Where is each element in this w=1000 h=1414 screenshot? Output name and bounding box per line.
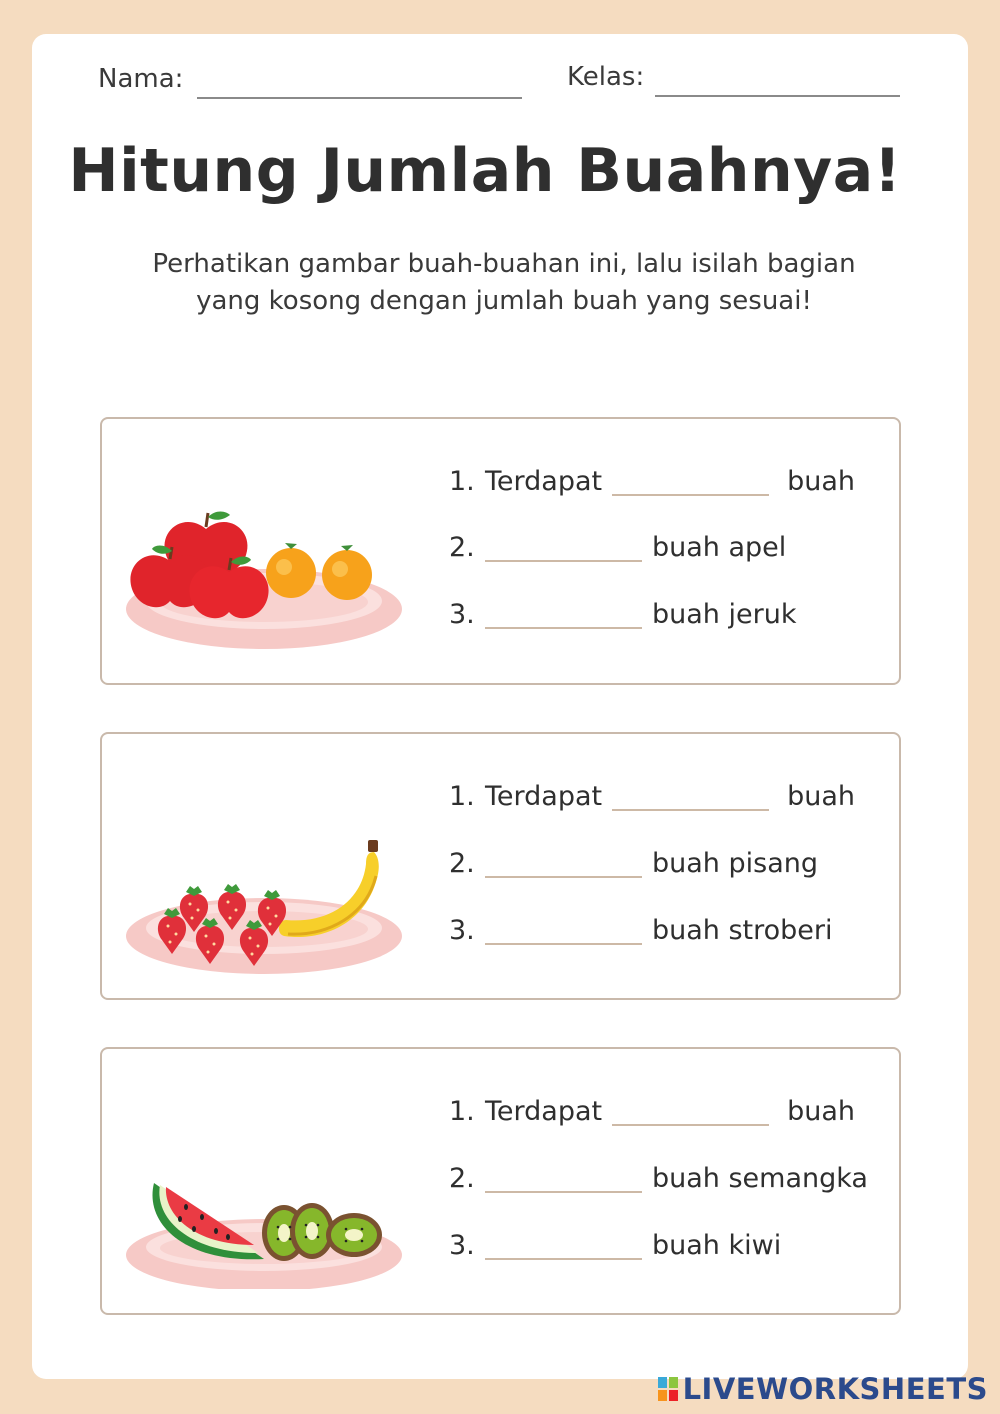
- question-prefix: Terdapat: [485, 466, 603, 497]
- question-number: 2.: [449, 848, 475, 879]
- instructions-line-1: Perhatikan gambar buah-buahan ini, lalu isilah bagian: [152, 249, 856, 279]
- instructions: [100, 246, 908, 320]
- answer-blank[interactable]: [612, 787, 769, 811]
- liveworksheets-icon: [657, 1376, 679, 1402]
- question-suffix: buah kiwi: [652, 1230, 782, 1261]
- class-label: Kelas:: [567, 62, 645, 92]
- question-card-3: [100, 1047, 901, 1315]
- question-suffix: buah: [787, 466, 856, 497]
- question-3-3: [449, 1229, 781, 1263]
- question-number: 2.: [449, 1163, 475, 1194]
- question-number: 1.: [449, 466, 475, 497]
- plate-watermelon-kiwi-icon: [124, 1109, 414, 1289]
- plate-strawberries-banana-icon: [124, 794, 414, 974]
- question-1-2: [449, 531, 786, 565]
- question-2-2: [449, 847, 818, 881]
- question-number: 1.: [449, 781, 475, 812]
- instructions-line-2: yang kosong dengan jumlah buah yang sesuai!: [196, 286, 812, 316]
- name-input-line[interactable]: [197, 97, 522, 99]
- plate-apples-oranges-icon: [124, 479, 414, 659]
- question-prefix: Terdapat: [485, 1096, 603, 1127]
- question-number: 3.: [449, 599, 475, 630]
- brand-name: LIVEWORKSHEETS: [682, 1372, 988, 1406]
- page-title: Hitung Jumlah Buahnya!: [68, 136, 902, 206]
- answer-blank[interactable]: [612, 472, 769, 496]
- answer-blank[interactable]: [485, 921, 642, 945]
- question-number: 2.: [449, 532, 475, 563]
- question-1-3: [449, 598, 796, 632]
- liveworksheets-logo: [657, 1372, 988, 1406]
- question-suffix: buah jeruk: [652, 599, 797, 630]
- answer-blank[interactable]: [485, 1169, 642, 1193]
- question-1-1: [449, 465, 863, 499]
- question-2-3: [449, 914, 833, 948]
- question-suffix: buah stroberi: [652, 915, 833, 946]
- name-label: Nama:: [98, 64, 184, 94]
- question-suffix: buah pisang: [652, 848, 818, 879]
- class-input-line[interactable]: [655, 95, 900, 97]
- question-suffix: buah: [787, 781, 856, 812]
- answer-blank[interactable]: [612, 1102, 769, 1126]
- question-number: 3.: [449, 1230, 475, 1261]
- answer-blank[interactable]: [485, 1236, 642, 1260]
- question-card-2: [100, 732, 901, 1000]
- answer-blank[interactable]: [485, 605, 642, 629]
- answer-blank[interactable]: [485, 538, 642, 562]
- question-number: 3.: [449, 915, 475, 946]
- question-card-1: [100, 417, 901, 685]
- question-number: 1.: [449, 1096, 475, 1127]
- question-suffix: buah apel: [652, 532, 787, 563]
- question-3-2: [449, 1162, 868, 1196]
- question-2-1: [449, 780, 863, 814]
- question-suffix: buah: [787, 1096, 856, 1127]
- question-3-1: [449, 1095, 863, 1129]
- question-suffix: buah semangka: [652, 1163, 868, 1194]
- question-prefix: Terdapat: [485, 781, 603, 812]
- answer-blank[interactable]: [485, 854, 642, 878]
